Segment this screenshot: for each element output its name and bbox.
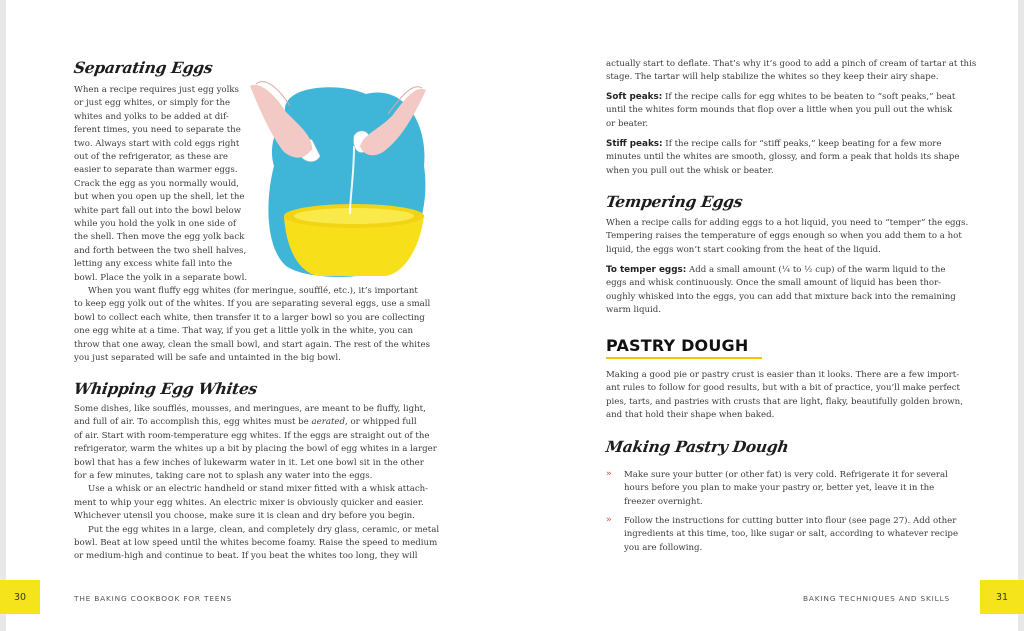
text-line: bowl. Place the yolk in a separate bowl. bbox=[74, 272, 248, 283]
text-line: easier to separate than warmer eggs. bbox=[74, 165, 238, 176]
text-line: liquid, the eggs won’t start cooking from the heat of the liquid. bbox=[606, 244, 881, 255]
right-page-edge bbox=[1018, 0, 1024, 631]
text-line: stage. The tartar will help stabilize the whites so they keep their airy shape. bbox=[606, 72, 939, 83]
text-line: out of the refrigerator, as these are bbox=[74, 152, 228, 163]
text-line: refrigerator, warm the whites up a bit by placing the bowl of egg whites in a larger bbox=[74, 444, 437, 455]
text-line: bowl. Beat at low speed until the whites become foamy. Raise the speed to medium bbox=[74, 538, 438, 549]
text-line: for a few minutes, taking care not to splash any water into the eggs. bbox=[74, 471, 373, 482]
text-line: you just separated will be safe and untainted in the big bowl. bbox=[74, 353, 341, 364]
text-line: Follow the instructions for cutting butter into flour (see page 27). Add other bbox=[624, 516, 957, 526]
text-line: and forth between the two shell halves, bbox=[74, 245, 247, 256]
text-line: the shell. Then move the egg yolk back bbox=[74, 232, 245, 243]
text-line: Whichever utensil you choose, make sure it is clean and dry before you begin. bbox=[74, 511, 415, 522]
temper-instructions bbox=[606, 264, 956, 318]
text-line bbox=[606, 91, 956, 104]
text-line: freezer overnight. bbox=[624, 496, 703, 507]
heading-tempering-eggs: Tempering Eggs bbox=[604, 192, 744, 211]
continued-paragraph bbox=[606, 58, 977, 85]
whip-text: , or whipped full bbox=[344, 417, 417, 428]
text-line: minutes until the whites are smooth, glossy, and form a peak that holds its shape bbox=[606, 152, 960, 163]
pastry-intro-paragraph bbox=[606, 369, 963, 423]
text-line: pies, tarts, and pastries with crusts that are light, flaky, beautifully golden brown, bbox=[606, 396, 963, 407]
text-run: Add a small amount (¼ to ½ cup) of the warm liquid to the bbox=[686, 265, 946, 275]
text-line: eggs and whisk continuously. Once the small amount of liquid has been thor- bbox=[606, 278, 942, 289]
text-line: actually start to deflate. That’s why it’s good to add a pinch of cream of tartar at this bbox=[606, 59, 977, 69]
whipping-paragraphs bbox=[74, 403, 440, 564]
bullet-chevron-icon: » bbox=[606, 469, 612, 479]
separating-full-paragraph bbox=[74, 285, 431, 365]
section-title-pastry-dough: PASTRY DOUGH bbox=[606, 336, 749, 355]
heading-whipping-egg-whites: Whipping Egg Whites bbox=[72, 379, 259, 398]
text-line: when you pull out the whisk or beater. bbox=[606, 165, 774, 176]
text-line: and that hold their shape when baked. bbox=[606, 410, 775, 421]
whip-emphasis: aerated bbox=[311, 417, 345, 428]
egg-separating-illustration bbox=[246, 76, 432, 284]
text-line: but when you open up the shell, let the bbox=[74, 192, 245, 203]
text-line bbox=[606, 138, 951, 151]
text-line: When you want fluffy egg whites (for meringue, soufflé, etc.), it’s important bbox=[88, 286, 418, 296]
soft-peaks-paragraph bbox=[606, 91, 956, 131]
running-head-right: BAKING TECHNIQUES AND SKILLS bbox=[803, 594, 950, 603]
text-line: or medium-high and continue to beat. If you beat the whites too long, they will bbox=[74, 551, 418, 562]
text-line: Use a whisk or an electric handheld or stand mixer fitted with a whisk attach- bbox=[88, 484, 429, 495]
text-line: ant rules to follow for good results, but with a bit of practice, you’ll make perfect bbox=[606, 383, 961, 394]
text-line: or beater. bbox=[606, 118, 649, 129]
text-line: you are following. bbox=[624, 542, 703, 553]
run-in-label: Stiff peaks: bbox=[606, 139, 663, 149]
stiff-peaks-paragraph bbox=[606, 138, 960, 178]
text-line: until the whites form mounds that flop over a little when you pull out the whisk bbox=[606, 105, 953, 116]
text-line: Make sure your butter (or other fat) is very cold. Refrigerate it for several bbox=[624, 470, 948, 480]
left-page-edge bbox=[0, 0, 6, 631]
tempering-paragraph bbox=[606, 217, 969, 257]
text-line: whites and yolks to be added at dif- bbox=[74, 111, 229, 122]
text-line: When a recipe calls for adding eggs to a hot liquid, you need to “temper” the eggs. bbox=[606, 218, 969, 228]
text-line: or just egg whites, or simply for the bbox=[74, 98, 231, 109]
run-in-label: To temper eggs: bbox=[606, 265, 687, 275]
text-line: Put the egg whites in a large, clean, and completely dry glass, ceramic, or metal bbox=[88, 524, 440, 535]
text-line: oughly whisked into the eggs, you can add that mixture back into the remaining bbox=[606, 291, 956, 302]
text-line: warm liquid. bbox=[606, 305, 661, 316]
text-line: to keep egg yolk out of the whites. If you are separating several eggs, use a small bbox=[74, 299, 431, 310]
text-line: Making a good pie or pastry crust is easier than it looks. There are a few import- bbox=[606, 370, 960, 380]
text-line: while you hold the yolk in one side of bbox=[74, 219, 237, 230]
text-run: If the recipe calls for egg whites to be beaten to “soft peaks,” beat bbox=[662, 92, 956, 102]
page-number-left: 30 bbox=[0, 580, 40, 614]
text-line: Crack the egg as you normally would, bbox=[74, 178, 239, 189]
text-line: white part fall out into the bowl below bbox=[74, 205, 242, 216]
text-line: When a recipe requires just egg yolks bbox=[74, 85, 239, 95]
separating-wrapped-paragraph bbox=[74, 84, 248, 285]
section-title-underline bbox=[606, 357, 762, 359]
text-line: ferent times, you need to separate the bbox=[74, 125, 241, 136]
text-line: throw that one away, clean the small bowl, and start again. The rest of the whites bbox=[74, 339, 430, 350]
text-line: ment to whip your egg whites. An electric mixer is obviously quicker and easier. bbox=[74, 497, 424, 508]
heading-making-pastry-dough: Making Pastry Dough bbox=[604, 437, 790, 456]
text-line: bowl that has a few inches of lukewarm water in it. Let one bowl sit in the other bbox=[74, 457, 424, 468]
text-line: ingredients at this time, too, like sugar or salt, according to whatever recipe bbox=[624, 529, 959, 540]
text-run: If the recipe calls for “stiff peaks,” keep beating for a few more bbox=[662, 139, 942, 149]
text-line bbox=[606, 264, 951, 277]
bullet-chevron-icon: » bbox=[606, 515, 612, 525]
text-line: Tempering raises the temperature of eggs enough so when you add them to a hot bbox=[606, 231, 962, 242]
whip-line bbox=[74, 416, 417, 429]
text-line: of air. Start with room-temperature egg whites. If the eggs are straight out of the bbox=[74, 430, 430, 441]
text-line: letting any excess white fall into the bbox=[74, 259, 233, 270]
whip-line: Some dishes, like soufflés, mousses, and meringues, are meant to be fluffy, light, bbox=[74, 404, 426, 414]
text-line: bowl to collect each white, then transfer it to a larger bowl so you are collecting bbox=[74, 312, 425, 323]
text-line: two. Always start with cold eggs right bbox=[74, 138, 240, 149]
whip-text: and full of air. To accomplish this, egg whites must be bbox=[74, 417, 312, 428]
running-head-left: THE BAKING COOKBOOK FOR TEENS bbox=[74, 594, 233, 603]
text-line: one egg white at a time. That way, if you get a little yolk in the white, you can bbox=[74, 326, 414, 337]
heading-separating-eggs: Separating Eggs bbox=[72, 58, 214, 77]
page-number-right: 31 bbox=[980, 580, 1024, 614]
text-line: hours before you plan to make your pastry or, better yet, leave it in the bbox=[624, 483, 935, 494]
run-in-label: Soft peaks: bbox=[606, 92, 663, 102]
